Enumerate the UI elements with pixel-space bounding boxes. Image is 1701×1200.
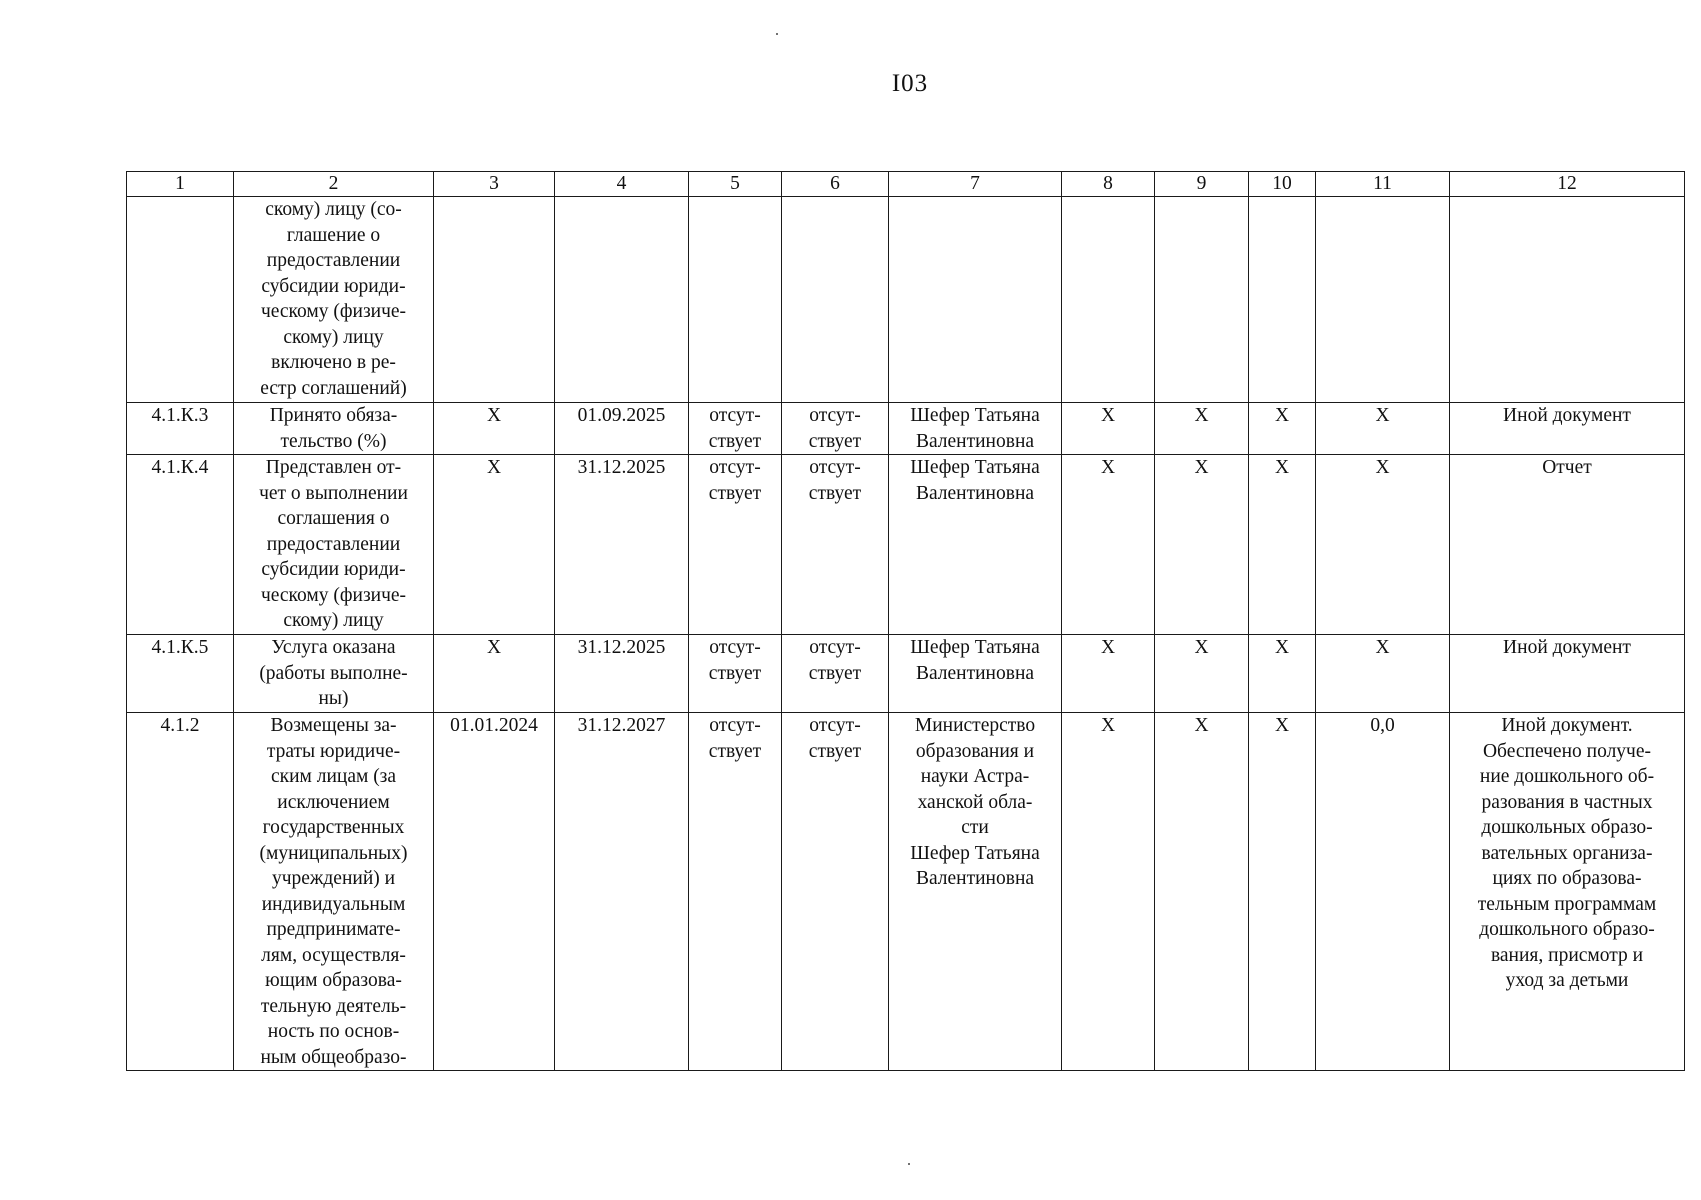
cell-col11: X — [1316, 455, 1450, 635]
cell-responsible: Шефер Татьяна Валентиновна — [889, 403, 1062, 455]
cell-start-date: 01.01.2024 — [434, 713, 555, 1071]
cell-start-date: X — [434, 455, 555, 635]
cell-responsible — [889, 197, 1062, 403]
cell-col11: 0,0 — [1316, 713, 1450, 1071]
cell-col9 — [1155, 197, 1249, 403]
column-number: 2 — [234, 172, 434, 197]
column-number: 1 — [127, 172, 234, 197]
cell-col6: отсут- ствует — [782, 403, 889, 455]
cell-end-date — [555, 197, 689, 403]
document-table — [126, 171, 1685, 1071]
cell-col5: отсут- ствует — [689, 635, 782, 713]
cell-start-date — [434, 197, 555, 403]
cell-end-date: 31.12.2025 — [555, 635, 689, 713]
cell-col6 — [782, 197, 889, 403]
table-row — [127, 635, 1685, 713]
column-number: 6 — [782, 172, 889, 197]
column-number: 12 — [1450, 172, 1685, 197]
cell-col8: X — [1062, 403, 1155, 455]
cell-col10: X — [1249, 635, 1316, 713]
cell-document — [1450, 197, 1685, 403]
cell-col5: отсут- ствует — [689, 455, 782, 635]
table-row — [127, 403, 1685, 455]
cell-name: Представлен от- чет о выполнении соглашения о предоставлении субсидии юриди- ческому (физиче- скому) лицу — [234, 455, 434, 635]
cell-id: 4.1.2 — [127, 713, 234, 1071]
cell-name: Принято обяза- тельство (%) — [234, 403, 434, 455]
cell-col5 — [689, 197, 782, 403]
cell-name: скому) лицу (со- глашение о предоставлении субсидии юриди- ческому (физиче- скому) лицу включено в ре- естр соглашений) — [234, 197, 434, 403]
cell-col8: X — [1062, 635, 1155, 713]
cell-col6: отсут- ствует — [782, 635, 889, 713]
cell-col9: X — [1155, 713, 1249, 1071]
column-number: 4 — [555, 172, 689, 197]
cell-document: Иной документ — [1450, 635, 1685, 713]
cell-start-date: X — [434, 635, 555, 713]
cell-col10 — [1249, 197, 1316, 403]
cell-responsible: Шефер Татьяна Валентиновна — [889, 455, 1062, 635]
cell-col9: X — [1155, 455, 1249, 635]
cell-end-date: 31.12.2027 — [555, 713, 689, 1071]
cell-id: 4.1.К.3 — [127, 403, 234, 455]
table-row — [127, 197, 1685, 403]
column-number: 5 — [689, 172, 782, 197]
cell-id: 4.1.К.5 — [127, 635, 234, 713]
table-header-row — [127, 172, 1685, 197]
cell-document: Иной документ — [1450, 403, 1685, 455]
column-number: 8 — [1062, 172, 1155, 197]
table-row — [127, 455, 1685, 635]
column-number: 9 — [1155, 172, 1249, 197]
cell-responsible: Шефер Татьяна Валентиновна — [889, 635, 1062, 713]
cell-document: Отчет — [1450, 455, 1685, 635]
cell-document: Иной документ. Обеспечено получе- ние дошкольного об- разования в частных дошкольных образо- вательных организа- циях по образова- тельным программам дошкольного образо- вания, присмотр и уход за детьми — [1450, 713, 1685, 1071]
table-row — [127, 713, 1685, 1071]
cell-id: 4.1.К.4 — [127, 455, 234, 635]
cell-end-date: 01.09.2025 — [555, 403, 689, 455]
cell-col10: X — [1249, 455, 1316, 635]
cell-col11: X — [1316, 403, 1450, 455]
cell-col5: отсут- ствует — [689, 403, 782, 455]
cell-start-date: X — [434, 403, 555, 455]
cell-id — [127, 197, 234, 403]
column-number: 3 — [434, 172, 555, 197]
cell-col6: отсут- ствует — [782, 455, 889, 635]
cell-col8 — [1062, 197, 1155, 403]
cell-col8: X — [1062, 713, 1155, 1071]
page-number: I03 — [891, 70, 929, 97]
cell-col9: X — [1155, 403, 1249, 455]
cell-responsible: Министерство образования и науки Астра- ханской обла- сти Шефер Татьяна Валентиновна — [889, 713, 1062, 1071]
scan-speck — [776, 33, 778, 35]
cell-col11 — [1316, 197, 1450, 403]
cell-name: Возмещены за- траты юридиче- ским лицам (за исключением государственных (муниципальных) учреждений) и индивидуальным предпринимате- лям, осуществля- ющим образова- тельную деятель- ность по основ- ным общеобразо- — [234, 713, 434, 1071]
column-number: 10 — [1249, 172, 1316, 197]
cell-col6: отсут- ствует — [782, 713, 889, 1071]
cell-col10: X — [1249, 713, 1316, 1071]
cell-col10: X — [1249, 403, 1316, 455]
column-number: 7 — [889, 172, 1062, 197]
column-number: 11 — [1316, 172, 1450, 197]
cell-name: Услуга оказана (работы выполне- ны) — [234, 635, 434, 713]
cell-col9: X — [1155, 635, 1249, 713]
cell-col8: X — [1062, 455, 1155, 635]
cell-end-date: 31.12.2025 — [555, 455, 689, 635]
scan-speck — [908, 1163, 910, 1165]
cell-col11: X — [1316, 635, 1450, 713]
cell-col5: отсут- ствует — [689, 713, 782, 1071]
